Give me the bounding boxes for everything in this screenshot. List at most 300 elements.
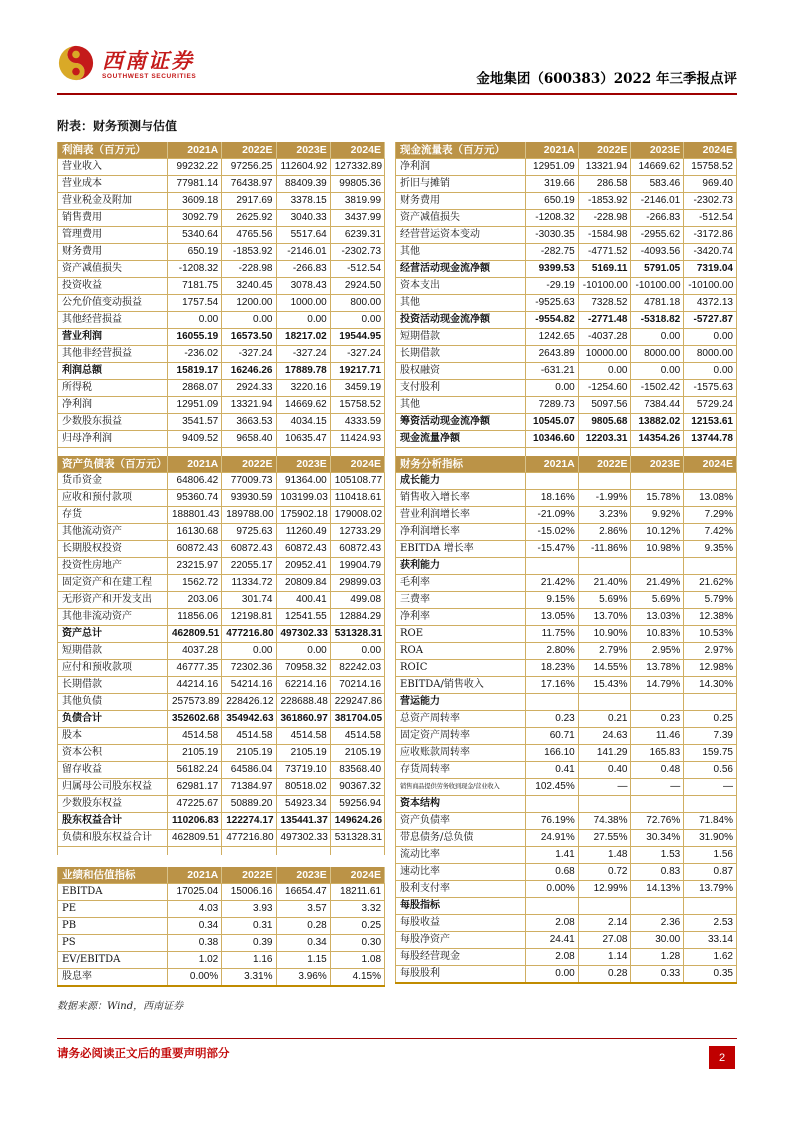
table-title: 利润表（百万元） xyxy=(58,142,168,159)
cell-value: 0.40 xyxy=(578,762,631,779)
cell-value: 3437.99 xyxy=(330,210,384,227)
cell-value: 477216.80 xyxy=(222,830,276,847)
table-row xyxy=(396,830,737,847)
table-row xyxy=(396,312,737,329)
row-label: PS xyxy=(58,935,168,952)
cell-value: 20809.84 xyxy=(276,575,330,592)
spacer-row xyxy=(58,847,385,856)
cell-value: 352602.68 xyxy=(168,711,222,728)
cell-value: 90367.32 xyxy=(330,779,384,796)
cell-value: 12.99% xyxy=(578,881,631,898)
cell-value: 8000.00 xyxy=(684,346,737,363)
cell-value: 7319.04 xyxy=(684,261,737,278)
cell-value: 8000.00 xyxy=(631,346,684,363)
column-header: 2023E xyxy=(276,142,330,159)
cell-value: 60872.43 xyxy=(330,541,384,558)
cell-value: 99232.22 xyxy=(168,159,222,176)
cell-value: 0.34 xyxy=(168,918,222,935)
cell-value: 7289.73 xyxy=(526,397,579,414)
cell-value: 3078.43 xyxy=(276,278,330,295)
cell-value: 54923.34 xyxy=(276,796,330,813)
cell-value: 2.08 xyxy=(526,915,579,932)
cell-value: 4.03 xyxy=(168,901,222,918)
table-row xyxy=(58,176,385,193)
row-label: ROA xyxy=(396,643,526,660)
table-row xyxy=(58,728,385,745)
cell-value: 497302.33 xyxy=(276,830,330,847)
row-label: 净利润增长率 xyxy=(396,524,526,541)
row-label: 存货周转率 xyxy=(396,762,526,779)
row-label: 留存收益 xyxy=(58,762,168,779)
cell-value: — xyxy=(684,779,737,796)
cell-value: 1.62 xyxy=(684,949,737,966)
row-label: 管理费用 xyxy=(58,227,168,244)
row-label: 应收账款周转率 xyxy=(396,745,526,762)
cell-value: -5727.87 xyxy=(684,312,737,329)
cell-value: 11424.93 xyxy=(330,431,384,448)
cell-value: 4765.56 xyxy=(222,227,276,244)
table-row xyxy=(58,261,385,278)
cell-value: 9409.52 xyxy=(168,431,222,448)
spacer-cell xyxy=(578,448,631,457)
cell-value: -2955.62 xyxy=(631,227,684,244)
cell-value: -3030.35 xyxy=(526,227,579,244)
cell-value: 10.90% xyxy=(578,626,631,643)
cell-value: -631.21 xyxy=(526,363,579,380)
cell-value: 361860.97 xyxy=(276,711,330,728)
cell-value: 59256.94 xyxy=(330,796,384,813)
cell-value: 7181.75 xyxy=(168,278,222,295)
row-label: 应付和预收款项 xyxy=(58,660,168,677)
row-label: 营业成本 xyxy=(58,176,168,193)
cell-value: -4093.56 xyxy=(631,244,684,261)
table-row xyxy=(58,711,385,728)
table-title: 现金流量表（百万元） xyxy=(396,142,526,159)
spacer-cell xyxy=(58,847,168,856)
row-label: ROE xyxy=(396,626,526,643)
cell-value: 3.32 xyxy=(330,901,384,918)
cell-value xyxy=(684,473,737,490)
cell-value: 354942.63 xyxy=(222,711,276,728)
cell-value: 1.16 xyxy=(222,952,276,969)
cell-value xyxy=(684,558,737,575)
cell-value: 2105.19 xyxy=(330,745,384,762)
table-row xyxy=(58,609,385,626)
cell-value: 95360.74 xyxy=(168,490,222,507)
cell-value: 60872.43 xyxy=(222,541,276,558)
cell-value: 56182.24 xyxy=(168,762,222,779)
cell-value: 3240.45 xyxy=(222,278,276,295)
cell-value: 72.76% xyxy=(631,813,684,830)
row-label: 速动比率 xyxy=(396,864,526,881)
cell-value: 15.43% xyxy=(578,677,631,694)
table-row xyxy=(396,847,737,864)
cell-value: 0.00 xyxy=(684,329,737,346)
row-label: 现金流量净额 xyxy=(396,431,526,448)
cell-value: 4514.58 xyxy=(276,728,330,745)
row-label: 资本支出 xyxy=(396,278,526,295)
table-row xyxy=(58,490,385,507)
row-label: 资本公积 xyxy=(58,745,168,762)
cell-value: 50889.20 xyxy=(222,796,276,813)
column-header: 2021A xyxy=(526,142,579,159)
cell-value: 5729.24 xyxy=(684,397,737,414)
cell-value: 64586.04 xyxy=(222,762,276,779)
cell-value: 30.00 xyxy=(631,932,684,949)
cell-value: 301.74 xyxy=(222,592,276,609)
table-row xyxy=(58,830,385,847)
cell-value: 12733.29 xyxy=(330,524,384,541)
cell-value: 3220.16 xyxy=(276,380,330,397)
cell-value: 13.08% xyxy=(684,490,737,507)
cell-value xyxy=(578,473,631,490)
cell-value: -236.02 xyxy=(168,346,222,363)
cell-value: 2.80% xyxy=(526,643,579,660)
cell-value: 3819.99 xyxy=(330,193,384,210)
cell-value xyxy=(631,558,684,575)
row-label: 投资活动现金流净额 xyxy=(396,312,526,329)
cell-value: 1.48 xyxy=(578,847,631,864)
row-label: 营业利润 xyxy=(58,329,168,346)
cell-value: 0.00 xyxy=(330,312,384,329)
cell-value: 18217.02 xyxy=(276,329,330,346)
row-label: 股利支付率 xyxy=(396,881,526,898)
row-label: 销售收入增长率 xyxy=(396,490,526,507)
cell-value: 10545.07 xyxy=(526,414,579,431)
column-header: 2022E xyxy=(222,142,276,159)
cell-value: 60872.43 xyxy=(168,541,222,558)
column-header: 2023E xyxy=(276,867,330,884)
cell-value: 7384.44 xyxy=(631,397,684,414)
spacer-cell xyxy=(276,448,330,457)
row-label: 带息债务/总负债 xyxy=(396,830,526,847)
cell-value: 0.72 xyxy=(578,864,631,881)
cell-value: 5340.64 xyxy=(168,227,222,244)
cell-value: 2.86% xyxy=(578,524,631,541)
cell-value: 12153.61 xyxy=(684,414,737,431)
cell-value: 21.42% xyxy=(526,575,579,592)
data-source-note: 数据来源：Wind，西南证券 xyxy=(57,1001,184,1012)
spacer-cell xyxy=(684,448,737,457)
cell-value: -1502.42 xyxy=(631,380,684,397)
cell-value: 2.14 xyxy=(578,915,631,932)
cell-value: 3459.19 xyxy=(330,380,384,397)
cell-value: -3420.74 xyxy=(684,244,737,261)
cell-value: 77981.14 xyxy=(168,176,222,193)
row-label: 其他流动资产 xyxy=(58,524,168,541)
cell-value: 0.21 xyxy=(578,711,631,728)
cell-value: -1208.32 xyxy=(526,210,579,227)
row-label: 每股股利 xyxy=(396,966,526,984)
right-column xyxy=(395,142,737,984)
table-row xyxy=(58,660,385,677)
table-row xyxy=(58,558,385,575)
column-header: 2024E xyxy=(330,142,384,159)
cell-value: 0.00 xyxy=(330,643,384,660)
cell-value: 71.84% xyxy=(684,813,737,830)
table-row xyxy=(58,278,385,295)
cell-value: 99805.36 xyxy=(330,176,384,193)
table-row xyxy=(58,380,385,397)
row-label: EBITDA xyxy=(58,884,168,901)
financial-ratios-table xyxy=(395,456,737,984)
cell-value: 31.90% xyxy=(684,830,737,847)
cell-value xyxy=(631,796,684,813)
cell-value: 13882.02 xyxy=(631,414,684,431)
row-label: 成长能力 xyxy=(396,473,526,490)
row-label: 投资性房地产 xyxy=(58,558,168,575)
table-row xyxy=(396,380,737,397)
table-row xyxy=(396,660,737,677)
column-header: 2022E xyxy=(222,456,276,473)
row-label: 负债合计 xyxy=(58,711,168,728)
left-column xyxy=(57,142,385,1012)
table-row xyxy=(396,915,737,932)
cell-value xyxy=(526,898,579,915)
cell-value: 74.38% xyxy=(578,813,631,830)
cell-value: 286.58 xyxy=(578,176,631,193)
cell-value: 4781.18 xyxy=(631,295,684,312)
cell-value: 29899.03 xyxy=(330,575,384,592)
table-row xyxy=(396,592,737,609)
cell-value: 15758.52 xyxy=(684,159,737,176)
row-label: 营业利润增长率 xyxy=(396,507,526,524)
cell-value: -282.75 xyxy=(526,244,579,261)
table-row xyxy=(396,626,737,643)
cell-value xyxy=(684,898,737,915)
row-label: 短期借款 xyxy=(396,329,526,346)
cell-value: 0.41 xyxy=(526,762,579,779)
cell-value: 650.19 xyxy=(168,244,222,261)
table-row xyxy=(58,884,385,901)
row-label: 经营营运资本变动 xyxy=(396,227,526,244)
table-row xyxy=(396,524,737,541)
cell-value: 2643.89 xyxy=(526,346,579,363)
cell-value: -21.09% xyxy=(526,507,579,524)
cell-value: 9.15% xyxy=(526,592,579,609)
cell-value: 0.00 xyxy=(631,329,684,346)
row-label: 每股经营现金 xyxy=(396,949,526,966)
table-row xyxy=(58,762,385,779)
table-row xyxy=(396,473,737,490)
cell-value: -2146.01 xyxy=(631,193,684,210)
row-label: EBITDA/销售收入 xyxy=(396,677,526,694)
table-row xyxy=(58,969,385,987)
row-label: 销售商品提供劳务收到现金/营业收入 xyxy=(396,779,526,796)
cell-value: 3.57 xyxy=(276,901,330,918)
spacer-cell xyxy=(168,448,222,457)
cell-value: 19544.95 xyxy=(330,329,384,346)
cell-value: 17889.78 xyxy=(276,363,330,380)
cell-value: 650.19 xyxy=(526,193,579,210)
table-header-row xyxy=(58,142,385,159)
cell-value: 2868.07 xyxy=(168,380,222,397)
row-label: 股东权益合计 xyxy=(58,813,168,830)
table-row xyxy=(58,397,385,414)
cell-value xyxy=(631,898,684,915)
cell-value: 0.00 xyxy=(276,643,330,660)
row-label: 股本 xyxy=(58,728,168,745)
cell-value: 13.78% xyxy=(631,660,684,677)
row-label: 资产负债率 xyxy=(396,813,526,830)
table-row xyxy=(396,677,737,694)
cell-value: -15.47% xyxy=(526,541,579,558)
cell-value: 1242.65 xyxy=(526,329,579,346)
cell-value: 21.62% xyxy=(684,575,737,592)
cell-value: 10000.00 xyxy=(578,346,631,363)
cell-value: 14.55% xyxy=(578,660,631,677)
table-row xyxy=(58,575,385,592)
cell-value: 70958.32 xyxy=(276,660,330,677)
column-header: 2022E xyxy=(578,142,631,159)
cell-value: -327.24 xyxy=(276,346,330,363)
cell-value xyxy=(578,694,631,711)
column-header: 2024E xyxy=(684,142,737,159)
cell-value: 165.83 xyxy=(631,745,684,762)
table-row xyxy=(396,278,737,295)
row-label: 公允价值变动损益 xyxy=(58,295,168,312)
cell-value: 149624.26 xyxy=(330,813,384,830)
spacer-cell xyxy=(58,448,168,457)
column-header: 2023E xyxy=(631,142,684,159)
cell-value: -1853.92 xyxy=(578,193,631,210)
table-row xyxy=(396,694,737,711)
cell-value: 4514.58 xyxy=(168,728,222,745)
cell-value: 122274.17 xyxy=(222,813,276,830)
cell-value: 4034.15 xyxy=(276,414,330,431)
table-row xyxy=(396,643,737,660)
cell-value: -327.24 xyxy=(222,346,276,363)
cell-value: 1000.00 xyxy=(276,295,330,312)
spacer-cell xyxy=(631,448,684,457)
cell-value: 7.39 xyxy=(684,728,737,745)
cell-value xyxy=(684,796,737,813)
table-row xyxy=(396,796,737,813)
appendix-section-title: 附表：财务预测与估值 xyxy=(57,119,178,133)
row-label: 短期借款 xyxy=(58,643,168,660)
row-label: 获利能力 xyxy=(396,558,526,575)
row-label: 资产减值损失 xyxy=(58,261,168,278)
cell-value: 1.41 xyxy=(526,847,579,864)
cell-value xyxy=(578,898,631,915)
income-statement-table xyxy=(57,142,385,456)
table-row xyxy=(58,210,385,227)
cell-value: 12.38% xyxy=(684,609,737,626)
cell-value: 3.93 xyxy=(222,901,276,918)
cell-value: 82242.03 xyxy=(330,660,384,677)
table-row xyxy=(58,346,385,363)
cell-value: 0.30 xyxy=(330,935,384,952)
table-row xyxy=(396,431,737,448)
cell-value: 3663.53 xyxy=(222,414,276,431)
cell-value: 30.34% xyxy=(631,830,684,847)
row-label: 其他 xyxy=(396,397,526,414)
row-label: 营业收入 xyxy=(58,159,168,176)
cell-value: 0.00 xyxy=(684,363,737,380)
cell-value: 1562.72 xyxy=(168,575,222,592)
cell-value: 13.70% xyxy=(578,609,631,626)
cell-value: 0.56 xyxy=(684,762,737,779)
cell-value: 17025.04 xyxy=(168,884,222,901)
cash-flow-table xyxy=(395,142,737,456)
row-label: 净利润 xyxy=(58,397,168,414)
cell-value: 44214.16 xyxy=(168,677,222,694)
cell-value: -2302.73 xyxy=(330,244,384,261)
cell-value: 1.02 xyxy=(168,952,222,969)
row-label: 所得税 xyxy=(58,380,168,397)
table-row xyxy=(396,779,737,796)
cell-value: 462809.51 xyxy=(168,830,222,847)
row-label: 负债和股东权益合计 xyxy=(58,830,168,847)
table-row xyxy=(58,813,385,830)
cell-value: 2.36 xyxy=(631,915,684,932)
cell-value: 499.08 xyxy=(330,592,384,609)
table-row xyxy=(58,935,385,952)
cell-value: -4037.28 xyxy=(578,329,631,346)
column-header: 2023E xyxy=(631,456,684,473)
row-label: 少数股东损益 xyxy=(58,414,168,431)
row-label: 应收和预付款项 xyxy=(58,490,168,507)
cell-value: 127332.89 xyxy=(330,159,384,176)
cell-value: 18.23% xyxy=(526,660,579,677)
cell-value: 16573.50 xyxy=(222,329,276,346)
row-label: PB xyxy=(58,918,168,935)
cell-value: 10.53% xyxy=(684,626,737,643)
row-label: 其他 xyxy=(396,244,526,261)
cell-value: 12198.81 xyxy=(222,609,276,626)
cell-value: 11260.49 xyxy=(276,524,330,541)
table-row xyxy=(58,159,385,176)
column-header: 2021A xyxy=(168,142,222,159)
cell-value: 60872.43 xyxy=(276,541,330,558)
cell-value: 5.69% xyxy=(631,592,684,609)
cell-value: 93930.59 xyxy=(222,490,276,507)
swirl-logo-icon xyxy=(57,44,95,87)
cell-value: 14669.62 xyxy=(631,159,684,176)
cell-value: 477216.80 xyxy=(222,626,276,643)
table-row xyxy=(58,677,385,694)
cell-value: 2.08 xyxy=(526,949,579,966)
cell-value: 800.00 xyxy=(330,295,384,312)
cell-value: 2.53 xyxy=(684,915,737,932)
cell-value: -2302.73 xyxy=(684,193,737,210)
cell-value: 229247.86 xyxy=(330,694,384,711)
row-label: 固定资产和在建工程 xyxy=(58,575,168,592)
cell-value: 3609.18 xyxy=(168,193,222,210)
cell-value: 11856.06 xyxy=(168,609,222,626)
cell-value: 97256.25 xyxy=(222,159,276,176)
cell-value: 4372.13 xyxy=(684,295,737,312)
table-row xyxy=(58,592,385,609)
cell-value: 110206.83 xyxy=(168,813,222,830)
cell-value: 9.35% xyxy=(684,541,737,558)
logo-chinese-name: 西南证券 xyxy=(102,48,194,74)
cell-value: 16246.26 xyxy=(222,363,276,380)
cell-value: 0.38 xyxy=(168,935,222,952)
row-label: 财务费用 xyxy=(396,193,526,210)
cell-value: 112604.92 xyxy=(276,159,330,176)
table-row xyxy=(396,346,737,363)
table-row xyxy=(396,414,737,431)
table-header-row xyxy=(58,456,385,473)
cell-value: 11.75% xyxy=(526,626,579,643)
row-label: 每股指标 xyxy=(396,898,526,915)
page-header xyxy=(57,0,737,95)
cell-value: 24.63 xyxy=(578,728,631,745)
cell-value: 203.06 xyxy=(168,592,222,609)
cell-value: -1208.32 xyxy=(168,261,222,278)
cell-value: 0.00% xyxy=(168,969,222,987)
